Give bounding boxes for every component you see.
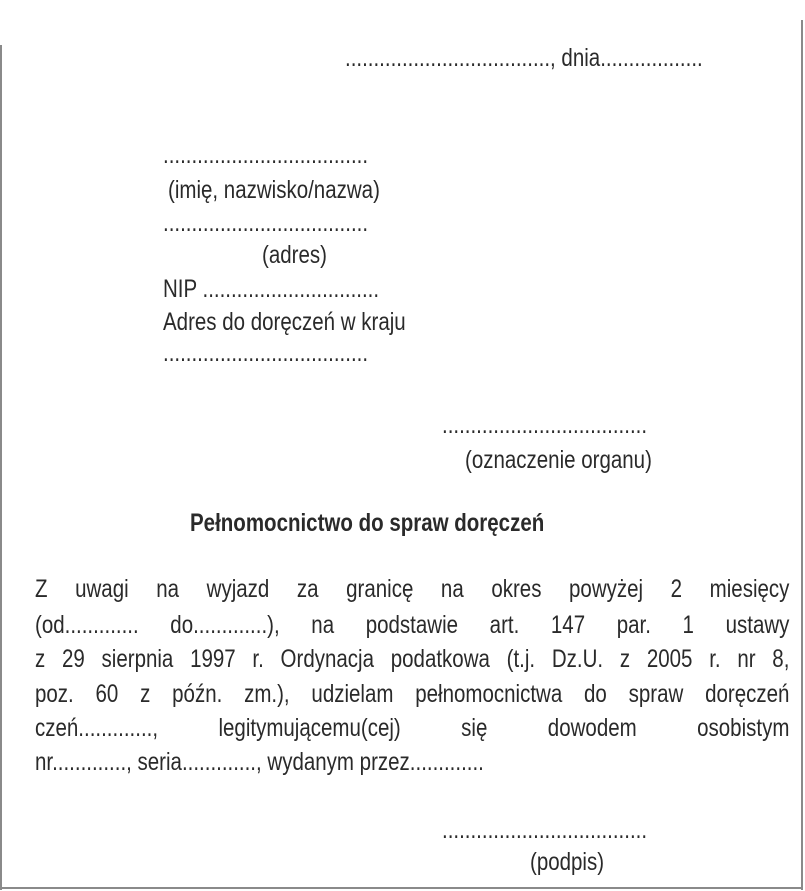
body-line: (od............. do.............), na podstawie art. 147 par. 1 ustawy [35,611,790,639]
authority-dots: .................................... [442,411,648,439]
document-title: Pełnomocnictwo do spraw doręczeń [190,509,545,537]
address-dots: .................................... [163,209,369,237]
body-line: z 29 sierpnia 1997 r. Ordynacja podatkowa (t.j. Dz.U. z 2005 r. nr 8, [35,645,790,673]
left-border [0,45,2,890]
body-line: czeń............., legitymującemu(cej) się dowodem osobistym [35,714,790,742]
name-dots: .................................... [163,141,369,169]
signature-label: (podpis) [530,848,605,876]
body-line: poz. 60 z późn. zm.), udzielam pełnomocnictwa do spraw doręczeń [35,680,790,708]
delivery-address-label: Adres do doręczeń w kraju [163,308,406,336]
body-line: Z uwagi na wyjazd za granicę na okres powyżej 2 miesięcy [35,575,790,603]
authority-label: (oznaczenie organu) [465,446,652,474]
bottom-border [0,887,803,889]
nip-line: NIP ............................... [163,275,380,303]
right-border [801,20,803,890]
body-line: nr............., seria............., wydanym przez............. [35,748,484,776]
name-label: (imię, nazwisko/nazwa) [168,176,380,204]
address-label: (adres) [262,241,327,269]
signature-dots: .................................... [442,816,648,844]
delivery-address-dots: .................................... [163,339,369,367]
place-date-line: ...................................., dnia.................. [345,44,703,72]
